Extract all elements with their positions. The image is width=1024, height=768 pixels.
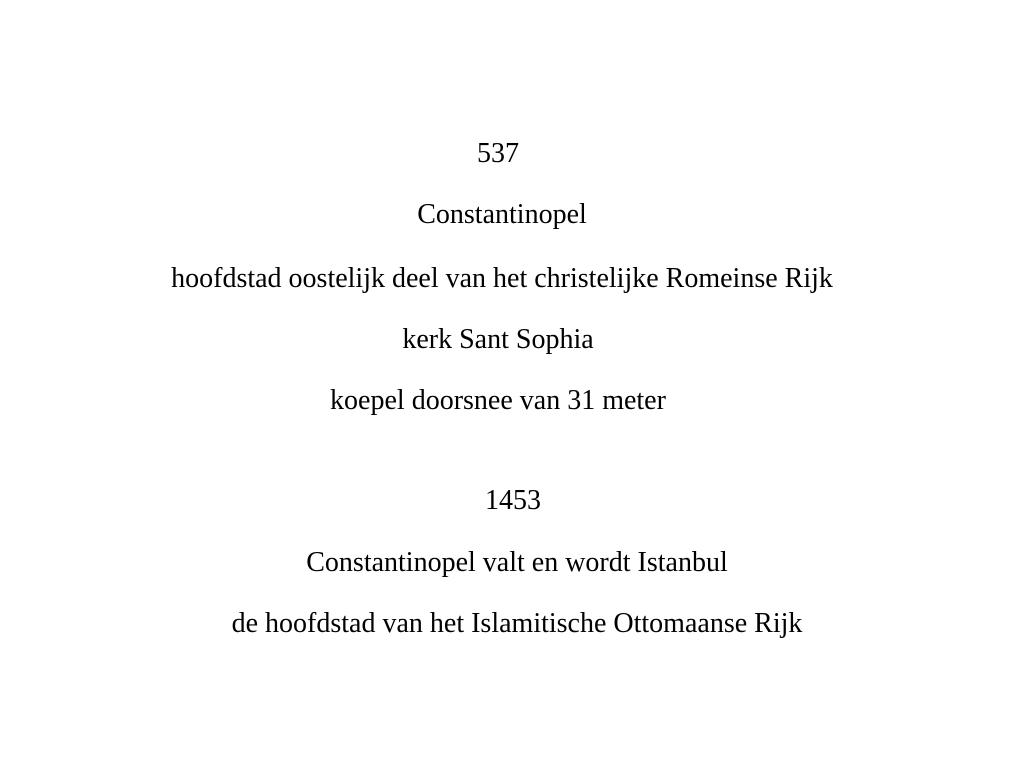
fall-event: Constantinopel valt en wordt Istanbul [306, 547, 728, 578]
ottoman-capital-description: de hoofdstad van het Islamitische Ottomaanse Rijk [231, 608, 803, 639]
year-1453: 1453 [485, 485, 541, 516]
capital-description: hoofdstad oostelijk deel van het christelijke Romeinse Rijk [171, 263, 833, 294]
year-537: 537 [477, 138, 519, 169]
church-name: kerk Sant Sophia [402, 324, 594, 355]
city-name: Constantinopel [417, 199, 587, 230]
dome-diameter: koepel doorsnee van 31 meter [330, 385, 666, 416]
